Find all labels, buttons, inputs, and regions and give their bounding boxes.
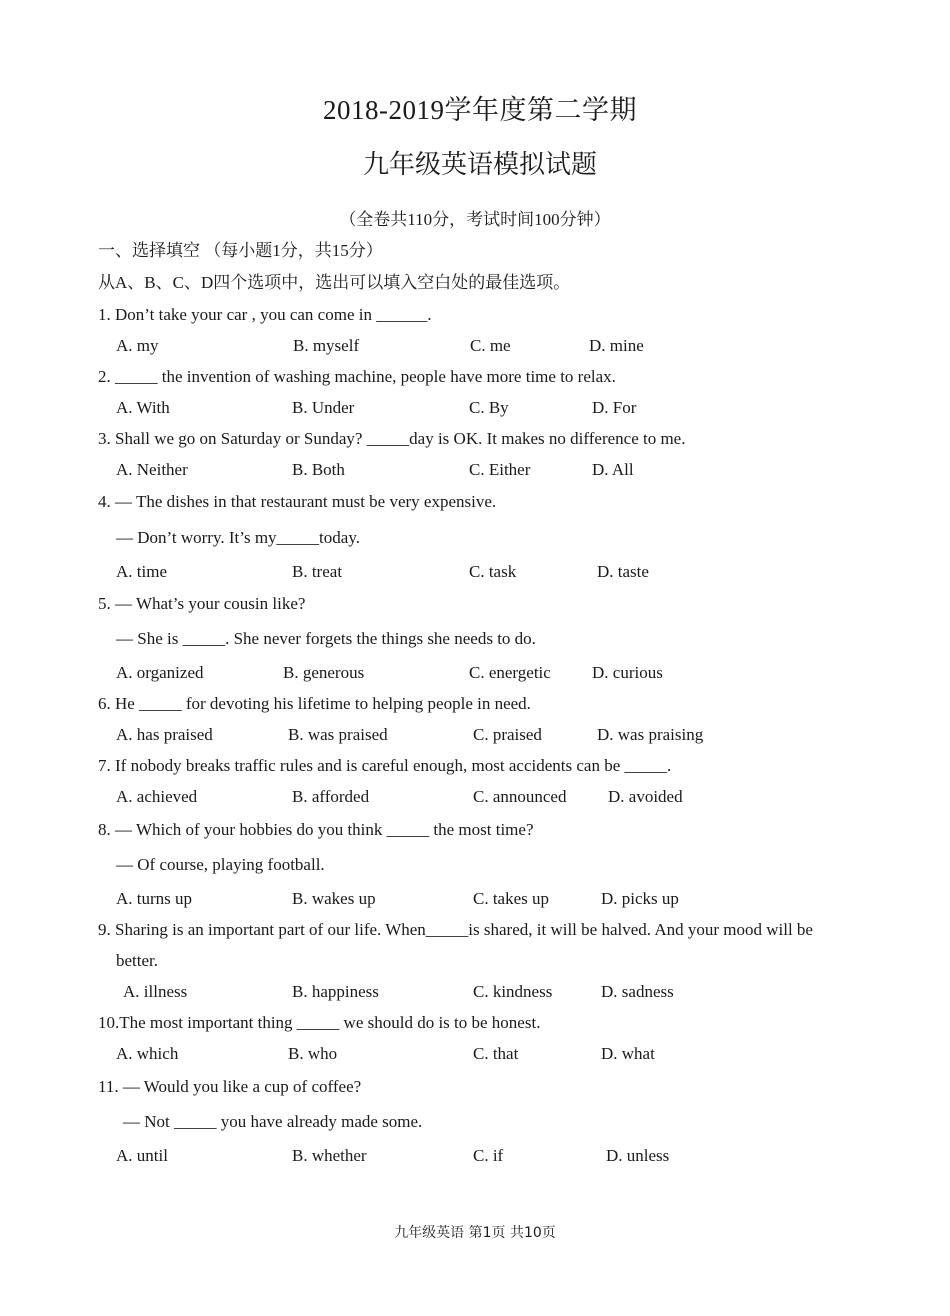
q3-option-a: A. Neither <box>116 460 188 479</box>
question-10-stem: 10.The most important thing _____ we should do is to be honest. <box>98 1013 541 1032</box>
q5-option-a: A. organized <box>116 663 204 682</box>
q2-option-c: C. By <box>469 398 509 417</box>
q7-option-c: C. announced <box>473 787 567 806</box>
q1-option-a: A. my <box>116 336 159 355</box>
question-8-stem: 8. — Which of your hobbies do you think _____ the most time? <box>98 820 534 839</box>
q11-option-a: A. until <box>116 1146 168 1165</box>
q6-option-d: D. was praising <box>597 725 704 744</box>
question-5-stem: 5. — What’s your cousin like? <box>98 594 306 613</box>
title-exam: 九年级英语模拟试题 <box>362 150 597 179</box>
question-4-reply: — Don’t worry. It’s my_____today. <box>116 528 360 547</box>
question-9-stem-cont: better. <box>116 951 159 970</box>
question-2-stem: 2. _____ the invention of washing machine, people have more time to relax. <box>98 367 616 386</box>
q4-option-b: B. treat <box>292 562 343 581</box>
q3-option-c: C. Either <box>469 460 531 479</box>
q9-option-d: D. sadness <box>601 982 674 1001</box>
question-5-reply: — She is _____. She never forgets the things she needs to do. <box>116 629 536 648</box>
q4-option-c: C. task <box>469 562 517 581</box>
question-11-reply: — Not _____ you have already made some. <box>123 1112 423 1131</box>
q9-option-b: B. happiness <box>292 982 379 1001</box>
q8-option-b: B. wakes up <box>292 889 376 908</box>
page-footer: 九年级英语 第1页 共10页 <box>394 1225 556 1241</box>
q7-option-a: A. achieved <box>116 787 198 806</box>
q5-option-c: C. energetic <box>469 663 551 682</box>
q8-option-c: C. takes up <box>473 889 550 908</box>
title-term: 2018-2019学年度第二学期 <box>323 95 637 125</box>
q1-option-c: C. me <box>470 336 511 355</box>
exam-note: （全卷共110分，考试时间100分钟） <box>339 210 611 229</box>
q9-option-c: C. kindness <box>473 982 553 1001</box>
q10-option-d: D. what <box>601 1044 655 1063</box>
q4-option-a: A. time <box>116 562 167 581</box>
q7-option-d: D. avoided <box>608 787 683 806</box>
q2-option-a: A. With <box>116 398 170 417</box>
q10-option-a: A. which <box>116 1044 179 1063</box>
q3-option-d: D. All <box>592 460 634 479</box>
q11-option-b: B. whether <box>292 1146 367 1165</box>
q2-option-d: D. For <box>592 398 637 417</box>
q11-option-c: C. if <box>473 1146 504 1165</box>
q8-option-d: D. picks up <box>601 889 679 908</box>
section-instruction: 从A、B、C、D四个选项中，选出可以填入空白处的最佳选项。 <box>98 273 571 292</box>
q10-option-c: C. that <box>473 1044 519 1063</box>
q2-option-b: B. Under <box>292 398 355 417</box>
question-3-stem: 3. Shall we go on Saturday or Sunday? _____day is OK. It makes no difference to me. <box>98 429 686 448</box>
q7-option-b: B. afforded <box>292 787 370 806</box>
question-4-stem: 4. — The dishes in that restaurant must be very expensive. <box>98 492 497 511</box>
question-11-stem: 11. — Would you like a cup of coffee? <box>98 1077 362 1096</box>
question-1-stem: 1. Don’t take your car , you can come in ______. <box>98 305 432 324</box>
q1-option-b: B. myself <box>293 336 360 355</box>
question-6-stem: 6. He _____ for devoting his lifetime to helping people in need. <box>98 694 531 713</box>
q9-option-a: A. illness <box>123 982 188 1001</box>
section-heading: 一、选择填空 （每小题1分，共15分） <box>98 241 383 260</box>
q6-option-b: B. was praised <box>288 725 388 744</box>
question-8-reply: — Of course, playing football. <box>116 855 325 874</box>
q1-option-d: D. mine <box>589 336 644 355</box>
q6-option-c: C. praised <box>473 725 542 744</box>
q3-option-b: B. Both <box>292 460 345 479</box>
q4-option-d: D. taste <box>597 562 649 581</box>
question-9-stem: 9. Sharing is an important part of our life. When_____is shared, it will be halved. And your mood will be <box>98 920 813 939</box>
q5-option-b: B. generous <box>283 663 365 682</box>
q8-option-a: A. turns up <box>116 889 193 908</box>
q6-option-a: A. has praised <box>116 725 213 744</box>
q10-option-b: B. who <box>288 1044 338 1063</box>
q11-option-d: D. unless <box>606 1146 670 1165</box>
question-7-stem: 7. If nobody breaks traffic rules and is careful enough, most accidents can be _____. <box>98 756 672 775</box>
q5-option-d: D. curious <box>592 663 663 682</box>
